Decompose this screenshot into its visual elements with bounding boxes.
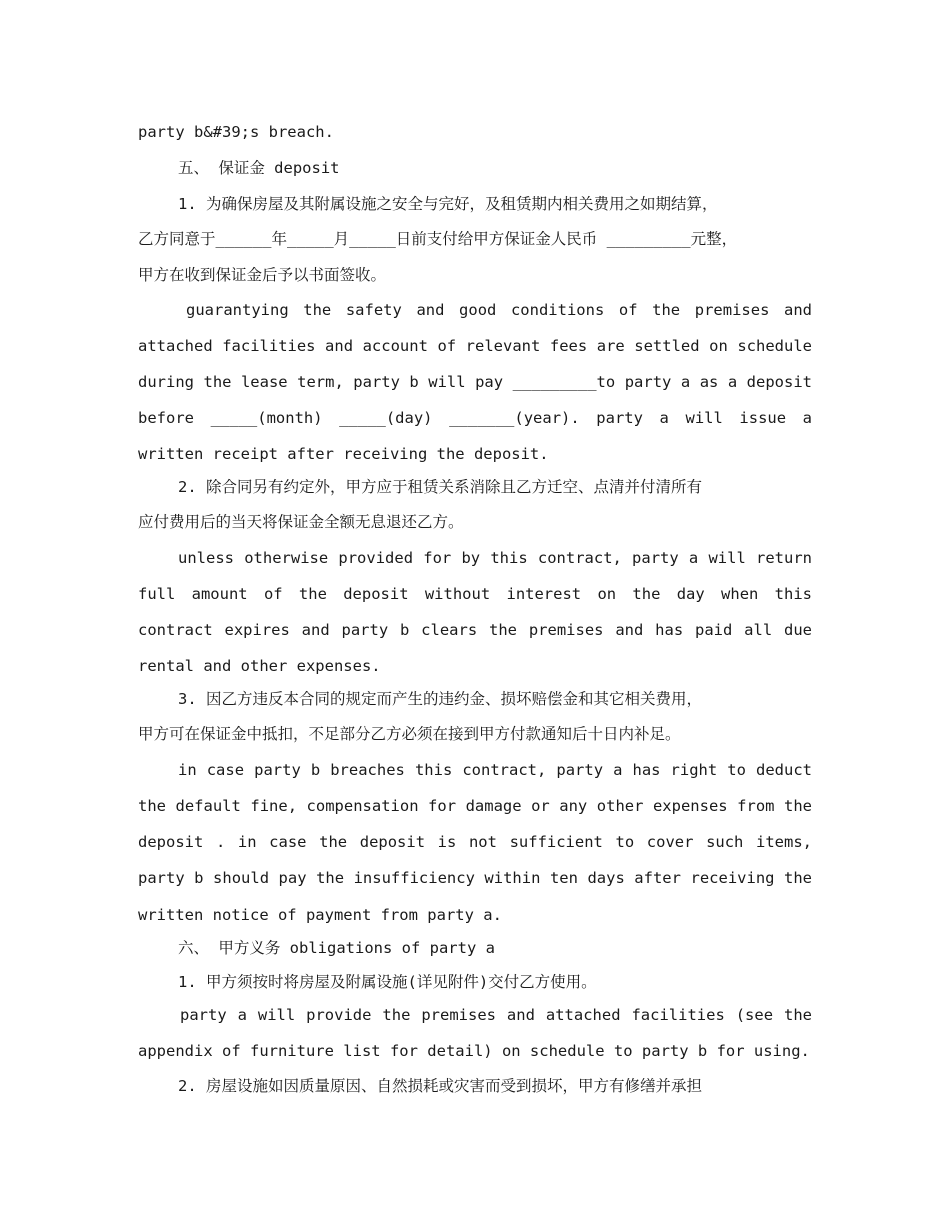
- text-line: rental and other expenses.: [138, 657, 381, 675]
- text-line: appendix of furniture list for detail) on schedule to party b for using.: [138, 1042, 810, 1060]
- text-line: unless otherwise provided for by this contract, party a will return: [178, 549, 812, 567]
- text-line: deposit . in case the deposit is not sufficient to cover such items,: [138, 833, 812, 851]
- text-line: 2. 房屋设施如因质量原因、自然损耗或灾害而受到损坏，甲方有修缮并承担: [178, 1077, 702, 1095]
- text-line: 甲方可在保证金中抵扣，不足部分乙方必须在接到甲方付款通知后十日内补足。: [138, 725, 681, 743]
- text-line: party b&#39;s breach.: [138, 123, 334, 141]
- text-line: in case party b breaches this contract, party a has right to deduct: [178, 761, 812, 779]
- section-heading: 五、 保证金 deposit: [178, 159, 340, 177]
- text-line: contract expires and party b clears the premises and has paid all due: [138, 621, 812, 639]
- text-line: attached facilities and account of relevant fees are settled on schedule: [138, 337, 812, 355]
- text-line: 乙方同意于______年_____月_____日前支付给甲方保证金人民币 _________元整，: [138, 230, 738, 248]
- text-line: the default fine, compensation for damage or any other expenses from the: [138, 797, 812, 815]
- text-line: full amount of the deposit without interest on the day when this: [138, 585, 812, 603]
- text-line: guarantying the safety and good conditions of the premises and: [186, 301, 812, 319]
- section-heading: 六、 甲方义务 obligations of party a: [178, 939, 495, 957]
- text-line: 应付费用后的当天将保证金全额无息退还乙方。: [138, 513, 464, 531]
- text-line: 2. 除合同另有约定外，甲方应于租赁关系消除且乙方迁空、点清并付清所有: [178, 478, 702, 496]
- text-line: written receipt after receiving the deposit.: [138, 445, 549, 463]
- text-line: party b should pay the insufficiency within ten days after receiving the: [138, 869, 812, 887]
- text-line: 1. 甲方须按时将房屋及附属设施(详见附件)交付乙方使用。: [178, 973, 597, 991]
- text-line: written notice of payment from party a.: [138, 906, 502, 924]
- text-line: 1. 为确保房屋及其附属设施之安全与完好，及租赁期内相关费用之如期结算，: [178, 195, 718, 213]
- text-line: 甲方在收到保证金后予以书面签收。: [138, 266, 387, 284]
- text-line: during the lease term, party b will pay _________to party a as a deposit: [138, 373, 812, 391]
- text-line: party a will provide the premises and attached facilities (see the: [180, 1006, 812, 1024]
- text-line: 3. 因乙方违反本合同的规定而产生的违约金、损坏赔偿金和其它相关费用，: [178, 690, 702, 708]
- text-line: before _____(month) _____(day) _______(year). party a will issue a: [138, 409, 812, 427]
